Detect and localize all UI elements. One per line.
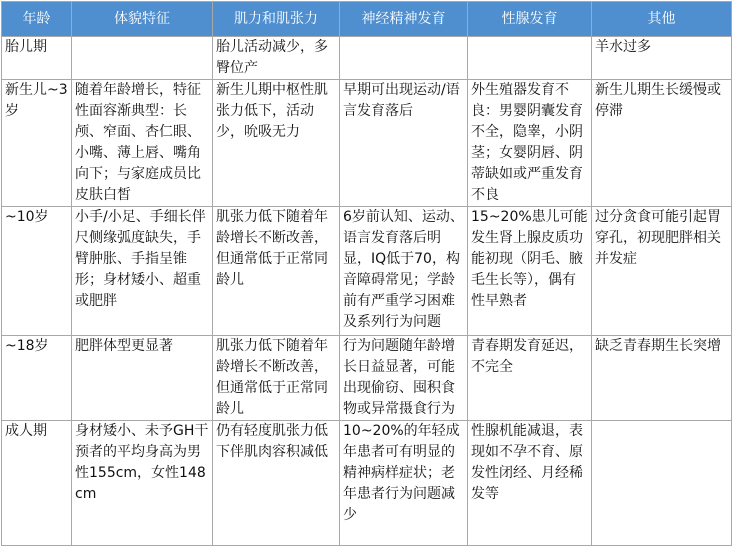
cell-age: ~10岁	[2, 207, 72, 336]
table-row	[2, 421, 732, 546]
cell-age: 胎儿期	[2, 37, 72, 80]
cell-appearance: 小手/小足、手细长伴尺侧缘弧度缺失，手臂肿胀、手指呈锥形；身材矮小、超重或肥胖	[72, 207, 213, 336]
cell-muscle-tone: 新生儿期中枢性肌张力低下，活动少，吮吸无力	[213, 80, 340, 207]
cell-appearance: 肥胖体型更显著	[72, 336, 213, 421]
cell-age: ~18岁	[2, 336, 72, 421]
header-appearance: 体貌特征	[72, 2, 213, 37]
table-row	[2, 207, 732, 336]
cell-gonad-development: 性腺机能减退，表现如不孕不育、原发性闭经、月经稀发等	[468, 421, 592, 546]
header-other: 其他	[592, 2, 732, 37]
cell-age: 成人期	[2, 421, 72, 546]
cell-neuro-development: 6岁前认知、运动、语言发育落后明显，IQ低于70，构音障碍常见；学龄前有严重学习困难及系列行为问题	[340, 207, 468, 336]
table-row	[2, 37, 732, 80]
header-age: 年龄	[2, 2, 72, 37]
cell-appearance: 随着年龄增长，特征性面容渐典型：长颅、窄面、杏仁眼、小嘴、薄上唇、嘴角向下；与家庭成员比皮肤白皙	[72, 80, 213, 207]
cell-muscle-tone: 肌张力低下随着年龄增长不断改善，但通常低于正常同龄儿	[213, 336, 340, 421]
cell-gonad-development: 青春期发育延迟，不完全	[468, 336, 592, 421]
cell-gonad-development: 15~20%患儿可能发生肾上腺皮质功能初现（阴毛、腋毛生长等），偶有性早熟者	[468, 207, 592, 336]
cell-other: 缺乏青春期生长突增	[592, 336, 732, 421]
header-neuro-development: 神经精神发育	[340, 2, 468, 37]
header-muscle-tone: 肌力和肌张力	[213, 2, 340, 37]
cell-neuro-development: 早期可出现运动/语言发育落后	[340, 80, 468, 207]
cell-other: 新生儿期生长缓慢或停滞	[592, 80, 732, 207]
cell-muscle-tone: 胎儿活动减少，多臀位产	[213, 37, 340, 80]
header-gonad-development: 性腺发育	[468, 2, 592, 37]
table-row	[2, 80, 732, 207]
clinical-features-table	[1, 1, 732, 546]
cell-neuro-development: 行为问题随年龄增长日益显著，可能出现偷窃、囤积食物或异常摄食行为	[340, 336, 468, 421]
table-row	[2, 336, 732, 421]
cell-other: 过分贪食可能引起胃穿孔，初现肥胖相关并发症	[592, 207, 732, 336]
cell-gonad-development: 外生殖器发育不良：男婴阴囊发育不全，隐睾，小阴茎；女婴阴唇、阴蒂缺如或严重发育不良	[468, 80, 592, 207]
cell-neuro-development: 10~20%的年轻成年患者可有明显的精神病样症状；老年患者行为问题减少	[340, 421, 468, 546]
cell-age: 新生儿~3岁	[2, 80, 72, 207]
cell-neuro-development	[340, 37, 468, 80]
header-row	[2, 2, 732, 37]
cell-other: 羊水过多	[592, 37, 732, 80]
cell-muscle-tone: 仍有轻度肌张力低下伴肌肉容积减低	[213, 421, 340, 546]
cell-muscle-tone: 肌张力低下随着年龄增长不断改善，但通常低于正常同龄儿	[213, 207, 340, 336]
cell-other	[592, 421, 732, 546]
cell-appearance	[72, 37, 213, 80]
cell-gonad-development	[468, 37, 592, 80]
cell-appearance: 身材矮小、未予GH干预者的平均身高为男性155cm，女性148cm	[72, 421, 213, 546]
